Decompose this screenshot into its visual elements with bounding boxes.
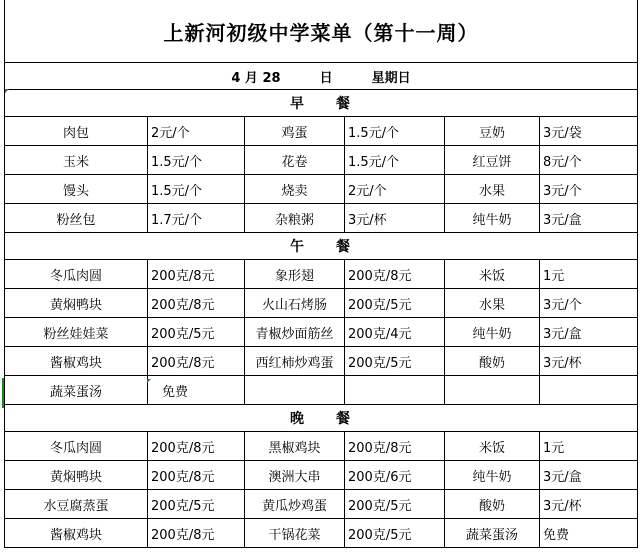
date-cell: [5, 63, 638, 90]
page-title: 上新河初级中学菜单（第十一周）: [4, 0, 638, 62]
dish-price: 1.7元/个: [148, 204, 245, 233]
dish-price: 200克/5元: [345, 490, 445, 519]
date-month-unit: 月: [244, 70, 258, 86]
dish-price: 3元/杯: [345, 204, 445, 233]
dish-name: 纯牛奶: [445, 461, 540, 490]
dinner-heading: [5, 405, 638, 432]
menu-row: [5, 376, 638, 405]
dish-name: 青椒炒面筋丝: [245, 318, 345, 347]
dinner-heading-row: [5, 405, 638, 432]
dish-price: 1元: [540, 260, 638, 289]
date-day-unit: 日: [319, 70, 333, 86]
date-day: 28: [262, 70, 281, 86]
dish-price: 200克/8元: [148, 260, 245, 289]
dish-price: 1.5元/个: [148, 175, 245, 204]
dish-name: 豆奶: [445, 117, 540, 146]
dish-price: 200克/4元: [345, 318, 445, 347]
dish-name: 粉丝娃娃菜: [5, 318, 148, 347]
date-weekday: 星期日: [371, 70, 411, 86]
menu-row: [5, 204, 638, 233]
dish-name: 花卷: [245, 146, 345, 175]
dish-name: 馒头: [5, 175, 148, 204]
dish-price: 200克/8元: [148, 432, 245, 461]
dish-name: 黄瓜炒鸡蛋: [245, 490, 345, 519]
dish-price: 8元/个: [540, 146, 638, 175]
menu-table: [4, 62, 638, 548]
lunch-heading-row: [5, 233, 638, 260]
dish-name: 红豆饼: [445, 146, 540, 175]
dish-name: 纯牛奶: [445, 318, 540, 347]
dish-price: 1元: [540, 432, 638, 461]
dish-price: 200克/8元: [148, 519, 245, 548]
empty-cell: [540, 376, 638, 405]
dish-price: 3元/杯: [540, 347, 638, 376]
breakfast-heading-char: 餐: [336, 96, 352, 112]
dish-price: 2元/个: [148, 117, 245, 146]
menu-row: [5, 175, 638, 204]
dish-price: 200克/8元: [148, 289, 245, 318]
dish-price: 3元/盒: [540, 204, 638, 233]
dish-name: 烧卖: [245, 175, 345, 204]
dinner-heading-char: 晚: [290, 411, 306, 427]
empty-cell: [445, 376, 540, 405]
menu-row: [5, 347, 638, 376]
lunch-heading: [5, 233, 638, 260]
dish-price: 1.5元/个: [148, 146, 245, 175]
empty-cell: [345, 376, 445, 405]
lunch-heading-char: 餐: [336, 239, 352, 255]
dish-price: 3元/个: [540, 289, 638, 318]
dish-name: 纯牛奶: [445, 204, 540, 233]
dish-price: 3元/袋: [540, 117, 638, 146]
selection-edge: [2, 378, 4, 408]
dish-price: 200克/5元: [345, 519, 445, 548]
dish-price: 200克/5元: [148, 490, 245, 519]
dish-price: 免费: [540, 519, 638, 548]
cell-marker: [147, 379, 151, 383]
dish-price: 3元/盒: [540, 318, 638, 347]
dish-name: 杂粮粥: [245, 204, 345, 233]
menu-row: [5, 432, 638, 461]
dish-name: 西红柿炒鸡蛋: [245, 347, 345, 376]
dish-price: 3元/杯: [540, 490, 638, 519]
dish-name: 象形翅: [245, 260, 345, 289]
dish-name: 酱椒鸡块: [5, 347, 148, 376]
breakfast-heading-row: [5, 90, 638, 117]
dish-name: 干锅花菜: [245, 519, 345, 548]
dish-name: 黄焖鸭块: [5, 289, 148, 318]
dish-name: 肉包: [5, 117, 148, 146]
breakfast-heading: [5, 90, 638, 117]
menu-row: [5, 490, 638, 519]
dish-name: 酸奶: [445, 490, 540, 519]
dish-name: 米饭: [445, 260, 540, 289]
date-row: [5, 63, 638, 90]
dish-price: 200克/5元: [148, 318, 245, 347]
dish-name: 水果: [445, 289, 540, 318]
dish-price: 2元/个: [345, 175, 445, 204]
dish-name: 澳洲大串: [245, 461, 345, 490]
dish-price: 200克/6元: [345, 461, 445, 490]
menu-row: [5, 146, 638, 175]
empty-cell: [245, 376, 345, 405]
dish-name: 粉丝包: [5, 204, 148, 233]
menu-row: [5, 117, 638, 146]
dish-price: 1.5元/个: [345, 146, 445, 175]
dish-name: 米饭: [445, 432, 540, 461]
dish-name: 水果: [445, 175, 540, 204]
dish-price: 200克/8元: [148, 347, 245, 376]
dish-name: 冬瓜肉圆: [5, 432, 148, 461]
dish-price: 200克/8元: [345, 432, 445, 461]
menu-row: [5, 461, 638, 490]
dish-name: 酸奶: [445, 347, 540, 376]
dish-price: 3元/盒: [540, 461, 638, 490]
dish-price: 免费: [148, 376, 245, 405]
dish-price: 200克/5元: [345, 289, 445, 318]
dish-price: 1.5元/个: [345, 117, 445, 146]
menu-row: [5, 318, 638, 347]
dish-name: 酱椒鸡块: [5, 519, 148, 548]
dish-name: 火山石烤肠: [245, 289, 345, 318]
dinner-heading-char: 餐: [336, 411, 352, 427]
dish-name: 鸡蛋: [245, 117, 345, 146]
dish-price: 200克/8元: [148, 461, 245, 490]
menu-row: [5, 260, 638, 289]
date-month: 4: [231, 70, 241, 86]
dish-name: 玉米: [5, 146, 148, 175]
lunch-heading-char: 午: [290, 239, 306, 255]
menu-row: [5, 289, 638, 318]
dish-name: 冬瓜肉圆: [5, 260, 148, 289]
dish-name: 黑椒鸡块: [245, 432, 345, 461]
dish-price: 3元/个: [540, 175, 638, 204]
menu-row: [5, 519, 638, 548]
dish-name: 蔬菜蛋汤: [445, 519, 540, 548]
dish-name: 黄焖鸭块: [5, 461, 148, 490]
dish-name: 水豆腐蒸蛋: [5, 490, 148, 519]
dish-name: 蔬菜蛋汤: [5, 376, 148, 405]
dish-price: 200克/8元: [345, 260, 445, 289]
dish-price: 200克/5元: [345, 347, 445, 376]
cell-marker: [5, 89, 9, 93]
breakfast-heading-char: 早: [290, 96, 306, 112]
